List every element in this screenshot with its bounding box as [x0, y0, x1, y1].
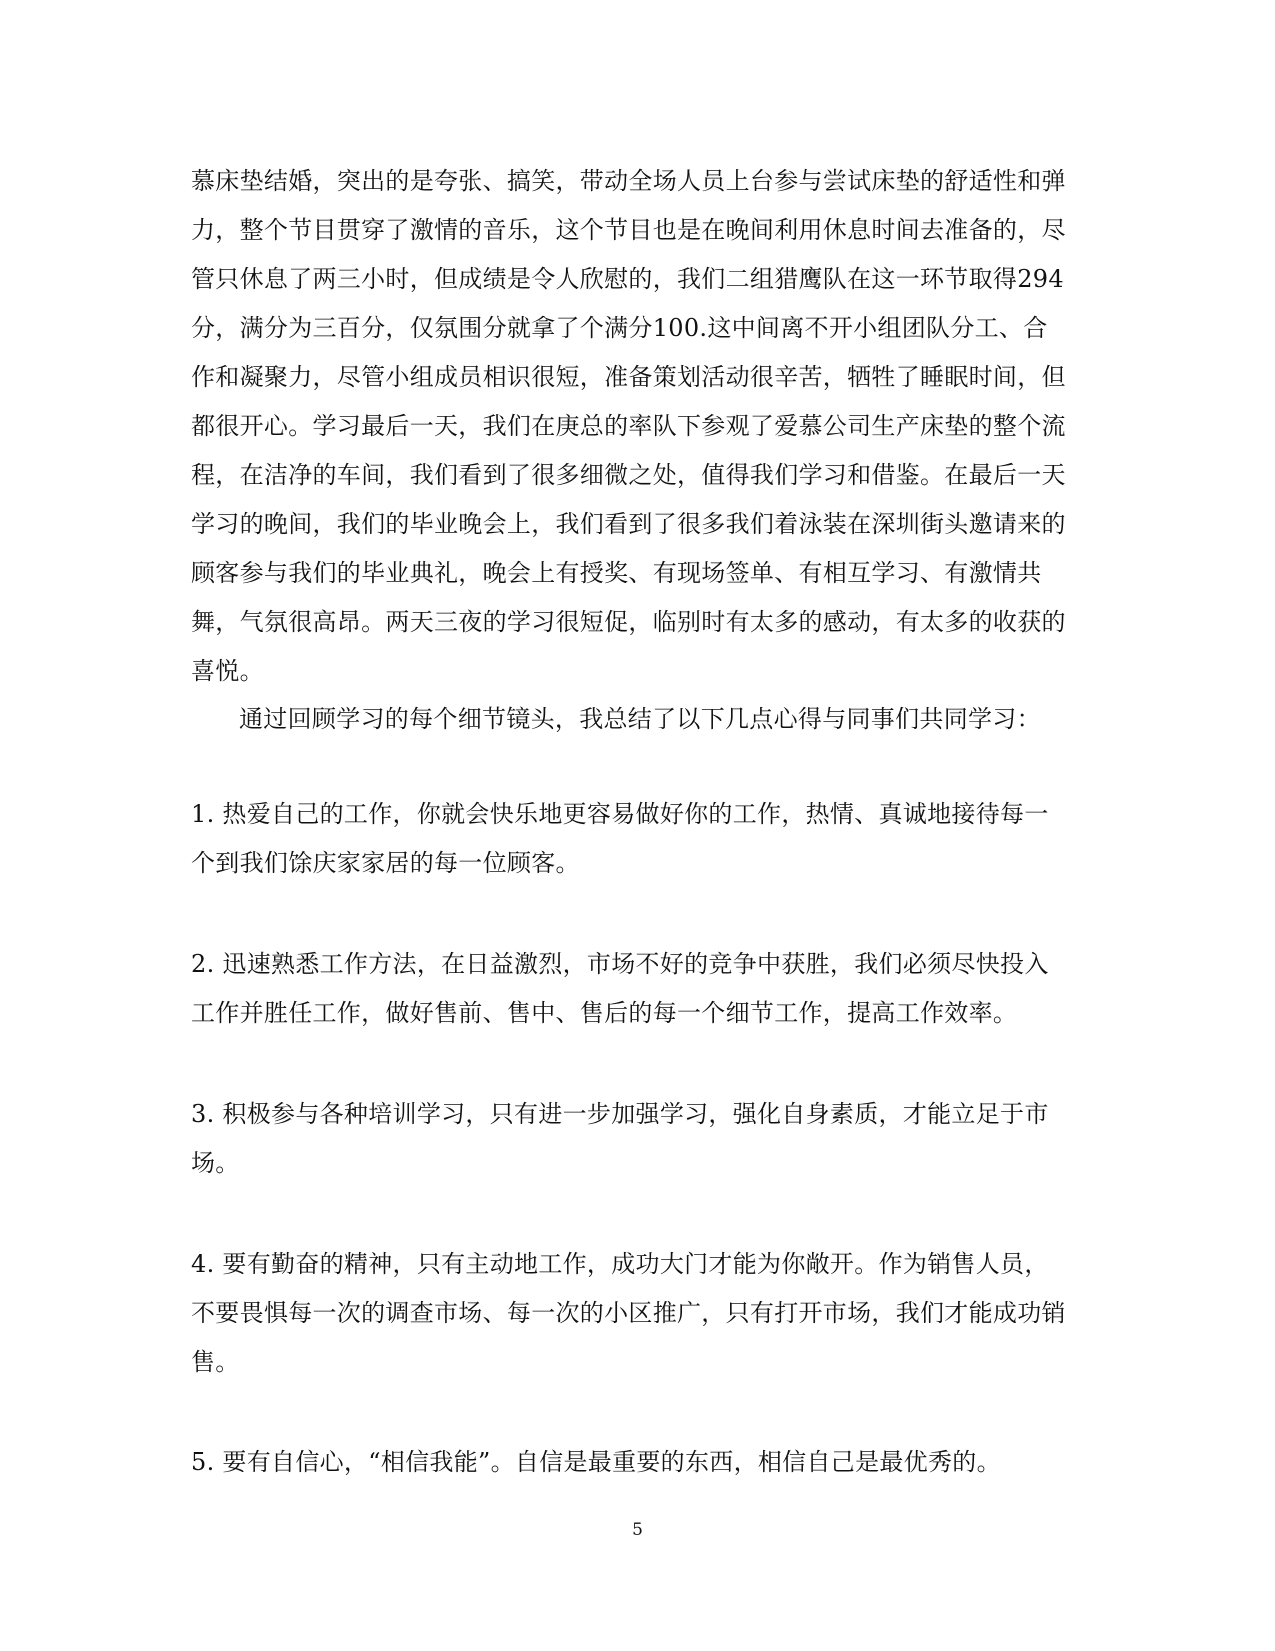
list-item-3: 3. 积极参与各种培训学习，只有进一步加强学习，强化自身素质，才能立足于市场。 [191, 1100, 1049, 1177]
list-item-2: 2. 迅速熟悉工作方法，在日益激烈，市场不好的竞争中获胜，我们必须尽快投入工作并胜任工作，做好售前、售中、售后的每一个细节工作，提高工作效率。 [191, 950, 1049, 1027]
body-paragraph: 慕床垫结婚，突出的是夸张、搞笑，带动全场人员上台参与尝试床垫的舒适性和弹力，整个节目贯穿了激情的音乐，这个节目也是在晚间利用休息时间去准备的，尽管只休息了两三小时，但成绩是令人欣慰的，我们二组猎鹰队在这一环节取得294分，满分为三百分，仅氛围分就拿了个满分100.这中间离不开小组团队分工、合作和凝聚力，尽管小组成员相识很短，准备策划活动很辛苦，牺牲了睡眠时间，但都很开心。学习最后一天，我们在庚总的率队下参观了爱慕公司生产床垫的整个流程，在洁净的车间，我们看到了很多细微之处，值得我们学习和借鉴。在最后一天学习的晚间，我们的毕业晚会上，我们看到了很多我们着泳装在深圳街头邀请来的顾客参与我们的毕业典礼，晚会上有授奖、有现场签单、有相互学习、有激情共舞，气氛很高昂。两天三夜的学习很短促，临别时有太多的感动，有太多的收获的喜悦。 [191, 167, 1066, 685]
list-item-4: 4. 要有勤奋的精神，只有主动地工作，成功大门才能为你敞开。作为销售人员，不要畏惧每一次的调查市场、每一次的小区推广，只有打开市场，我们才能成功销售。 [191, 1250, 1066, 1376]
page-number: 5 [632, 1520, 643, 1540]
list-item-5: 5. 要有自信心，“相信我能”。自信是最重要的东西，相信自己是最优秀的。 [191, 1448, 1001, 1476]
intro-paragraph: 通过回顾学习的每个细节镜头，我总结了以下几点心得与同事们共同学习： [239, 705, 1041, 733]
list-item-1: 1. 热爱自己的工作，你就会快乐地更容易做好你的工作，热情、真诚地接待每一个到我们馀庆家家居的每一位顾客。 [191, 800, 1049, 877]
